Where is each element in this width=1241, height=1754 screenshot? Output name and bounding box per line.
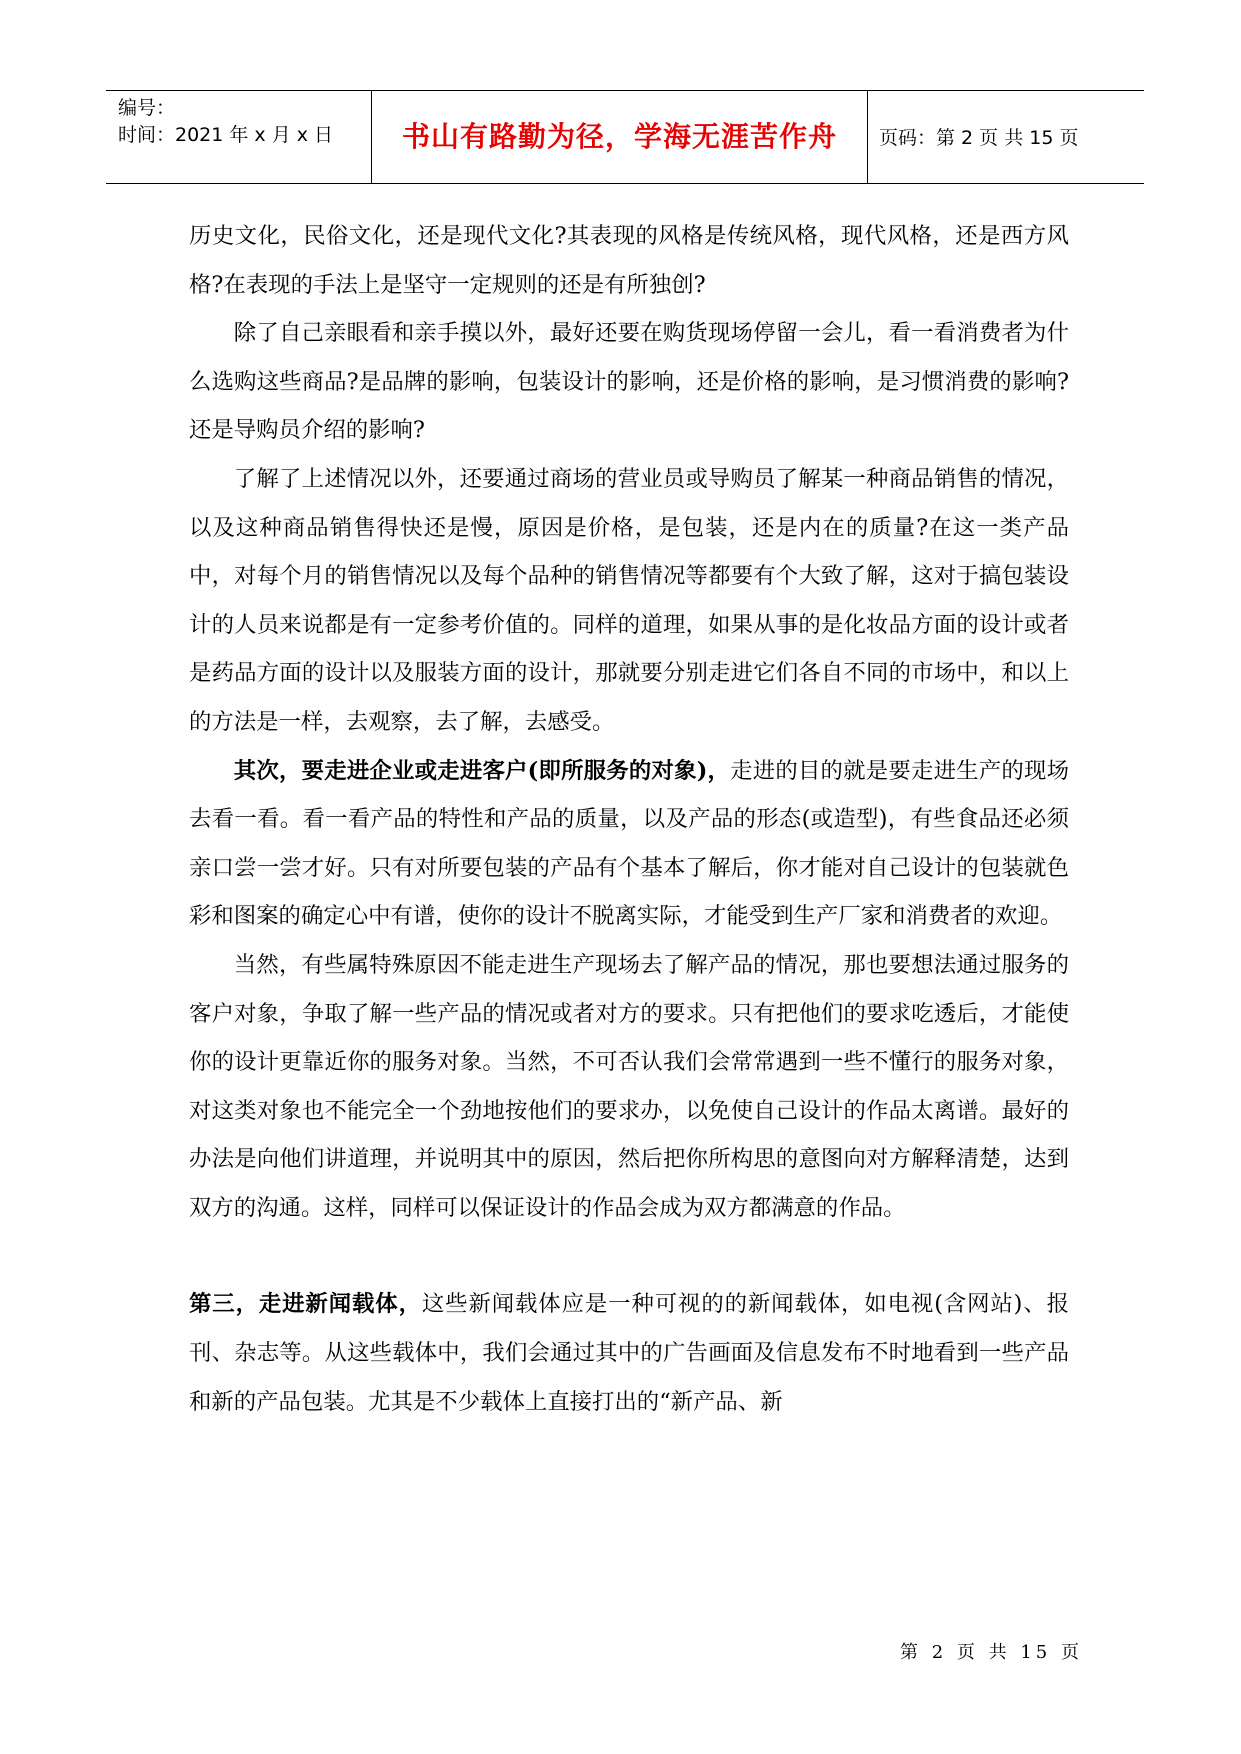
header-middle-cell [371,91,868,183]
document-body [189,212,1069,1426]
paragraph-text: 走进的目的就是要走进生产的现场去看一看。看一看产品的特性和产品的质量，以及产品的形态(或造型)，有些食品还必须亲口尝一尝才好。只有对所要包装的产品有个基本了解后，你才能对自己设计的包装就色彩和图案的确定心中有谱，使你的设计不脱离实际，才能受到生产厂家和消费者的欢迎。 [189,757,1069,930]
paragraph [189,747,1069,941]
paragraph: 了解了上述情况以外，还要通过商场的营业员或导购员了解某一种商品销售的情况，以及这种商品销售得快还是慢，原因是价格，是包装，还是内在的质量?在这一类产品中，对每个月的销售情况以及每个品种的销售情况等都要有个大致了解，这对于搞包装设计的人员来说都是有一定参考价值的。同样的道理，如果从事的是化妆品方面的设计或者是药品方面的设计以及服装方面的设计，那就要分别走进它们各自不同的市场中，和以上的方法是一样，去观察，去了解，去感受。 [189,465,1069,735]
header-left-cell [106,91,371,183]
paragraph: 当然，有些属特殊原因不能走进生产现场去了解产品的情况，那也要想法通过服务的客户对象，争取了解一些产品的情况或者对方的要求。只有把他们的要求吃透后，才能使你的设计更靠近你的服务对象。当然，不可否认我们会常常遇到一些不懂行的服务对象，对这类对象也不能完全一个劲地按他们的要求办，以免使自己设计的作品太离谱。最好的办法是向他们讲道理，并说明其中的原因，然后把你所构思的意图向对方解释清楚，达到双方的沟通。这样，同样可以保证设计的作品会成为双方都满意的作品。 [189,951,1069,1221]
paragraph-heading: 其次，要走进企业或走进客户(即所服务的对象)， [233,757,731,784]
paragraph [189,1280,1069,1426]
page-footer: 第 2 页 共 15 页 [900,1642,1083,1663]
paragraph: 历史文化，民俗文化，还是现代文化?其表现的风格是传统风格，现代风格，还是西方风格?在表现的手法上是坚守一定规则的还是有所独创? [189,223,1069,298]
paragraph-gap [189,1232,1069,1280]
paragraph-text: 这些新闻载体应是一种可视的的新闻载体，如电视(含网站)、报刊、杂志等。从这些载体中，我们会通过其中的广告画面及信息发布不时地看到一些产品和新的产品包装。尤其是不少载体上直接打出的“新产品、新 [189,1291,1069,1415]
paragraph: 除了自己亲眼看和亲手摸以外，最好还要在购货现场停留一会儿，看一看消费者为什么选购这些商品?是品牌的影响，包装设计的影响，还是价格的影响，是习惯消费的影响?还是导购员介绍的影响? [189,320,1069,444]
page-header [106,90,1144,184]
header-page-code: 页码：第 2 页 共 15 页 [879,127,1079,149]
paragraph-heading: 第三，走进新闻载体， [189,1291,422,1318]
document-time: 时间：2021 年 x 月 x 日 [118,124,334,146]
document-number-label: 编号： [118,97,176,119]
header-right-cell [867,91,1144,183]
header-motto: 书山有路勤为径，学海无涯苦作舟 [401,120,837,153]
